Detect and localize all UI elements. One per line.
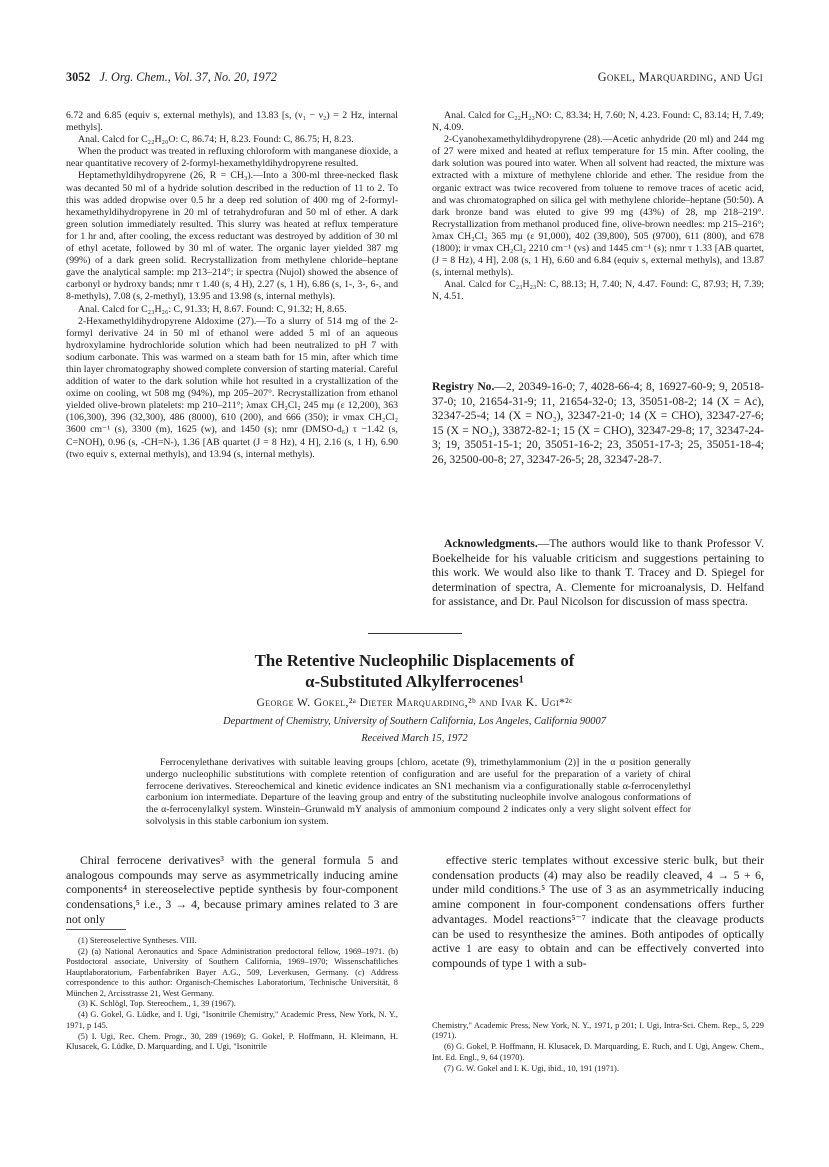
title-line-2: α-Substituted Alkylferrocenes¹	[305, 672, 524, 691]
paragraph: Anal. Calcd for C₂₃H₂₃N: C, 88.13; H, 7.40; N, 4.47. Found: C, 87.93; H, 7.39; N, 4.51.	[432, 279, 764, 303]
ack-text: —The authors would like to thank Professor V. Boekelheide for his valuable criticism and suggestions pertaining to this work. We would also like to thank T. Tracey and D. Spiegel for determination of spectra, A. Clemente for microanalysis, D. Helfand for assistance, and Dr. Paul Nicolson for discussion of mass spectra.	[432, 537, 764, 609]
article-authors: George W. Gokel,²ᵃ Dieter Marquarding,²ᵇ and Ivar K. Ugi*²ᶜ	[256, 696, 573, 709]
section-divider	[368, 633, 462, 634]
paragraph: 2-Cyanohexamethyldihydropyrene (28).—Acetic anhydride (20 ml) and 244 mg of 27 were mixed and heated at reflux temperature for 15 min. After cooling, the dark solution was poured into water. When all solvent had reacted, the mixture was extracted with a mixture of methylene chloride and ether. The residue from the organic extract was twice recovered from toluene to remove traces of acetic acid, and was chromatographed on silica gel with methylene chloride–heptane (50:50). A dark bronze band was eluted to give 99 mg (43%) of 28, mp 218–219°. Recrystallization from methanol produced fine, olive-brown needles: mp 215–216°; λmax CH₂Cl₂ 365 mμ (ε 91,000), 402 (39,800), 505 (9700), 611 (800), and 678 (1800); ir νmax CH₂Cl₂ 2210 cm⁻¹ (vs) and 1445 cm⁻¹ (s); nmr τ 1.33 [AB quartet, (J = 8 Hz), 4 H], 2.08 (s, 1 H), 6.60 and 6.84 (equiv s, external methyls), and 13.87 (s, internal methyls).	[432, 134, 764, 279]
footnote: (7) G. W. Gokel and I. K. Ugi, ibid., 10, 191 (1971).	[444, 1063, 619, 1073]
paragraph: When the product was treated in refluxing chloroform with manganese dioxide, a near quantitative recovery of 2-formyl-hexamethyldihydropyrene resulted.	[66, 146, 398, 170]
footnotes-right	[432, 1021, 764, 1075]
ack-label: Acknowledgments.	[444, 537, 538, 550]
paragraph: Heptamethyldihydropyrene (26, R = CH₃).—Into a 300-ml three-necked flask was decanted 50 ml of a hydride solution described in the reduction of 11 to 2. To this was added dropwise over 0.5 hr a deep red solution of 400 mg of 2-formyl-hexamethyldihydropyrene in 20 ml of tetrahydrofuran and 50 ml of ether. A dark green solution immediately resulted. This slurry was heated at reflux temperature for 1 hr and, after cooling, the excess reductant was destroyed by addition of 30 ml of ethyl acetate, followed by 30 ml of water. The organic layer yielded 387 mg (99%) of a dark green solid. Recrystallization from methylene chloride–heptane gave the analytical sample: mp 213–214°; ir spectra (Nujol) showed the absence of carbonyl or hydroxy bands; nmr τ 1.40 (s, 4 H), 2.27 (s, 1 H), 6.86 (s, 1-, 3-, 6-, and 8-methyls), 7.08 (s, 2-methyl), 13.95 and 13.98 (s, internal methyls).	[66, 170, 398, 303]
acknowledgments	[432, 537, 764, 610]
footnote-rule	[66, 929, 126, 930]
running-head-left	[66, 70, 277, 85]
abstract: Ferrocenylethane derivatives with suitable leaving groups [chloro, acetate (9), trimethylammonium (2)] in the α position generally undergo nucleophilic substitutions with complete retention of configuration and are useful for the preparation of a variety of chiral ferrocene derivatives. Stereochemical and kinetic evidence indicates an SN1 mechanism via a configurationally stable α-ferrocenylethyl carbonium ion intermediate. Departure of the leaving group and entry of the substituting nucleophile involve analogous conformations of the α-ferrocenylalkyl system. Winstein–Grunwald mY analysis of ammonium compound 2 indicates only a very slight solvent effect for solvolysis in this stable carbonium ion system.	[146, 757, 691, 827]
running-head-authors: Gokel, Marquarding, and Ugi	[597, 70, 763, 84]
registry-label: Registry No.	[432, 380, 495, 393]
footnote: (6) G. Gokel, P. Hoffmann, H. Klusacek, D. Marquarding, E. Ruch, and I. Ugi, Angew. Chem., Int. Ed. Engl., 9, 64 (1970).	[432, 1042, 764, 1062]
paragraph: Anal. Calcd for C₂₃H₂₆: C, 91.33; H, 8.67. Found: C, 91.32; H, 8.65.	[78, 303, 347, 315]
paragraph: 2-Hexamethyldihydropyrene Aldoxime (27).—To a slurry of 514 mg of the 2-formyl derivative 24 in 50 ml of ethanol were added 5 ml of an aqueous hydroxylamine hydrochloride solution which had been neutralized to pH 7 with sodium carbonate. This was warmed on a steam bath for 15 min, after which time thin layer chromatography showed complete conversion of starting material. Careful addition of water to the dark solution while hot resulted in a crystallization of the oxime on cooling, wt 508 mg (94%), mp 205–207°. Recrystallization from ethanol yielded olive-brown platelets: mp 210–211°; λmax CH₂Cl₂ 245 mμ (ε 12,200), 363 (106,300), 396 (32,300), 486 (8000), 610 (200), and 666 (350); ir νmax CH₂Cl₂ 3600 cm⁻¹ (s), 3300 (m), 1625 (w), and 1450 (s); nmr (DMSO-d₆) τ −1.42 (s, C=NOH), 0.96 (s, -CH=N-), 1.36 [AB quartet (J = 8 Hz), 4 H], 2.16 (s, 1 H), 6.90 (two equiv s, external methyls), and 13.94 (s, internal methyls).	[66, 315, 398, 460]
body-text-right: effective steric templates without excessive steric bulk, but their condensation products (4) may also be readily cleaved, 4 → 5 + 6, under mild conditions.⁵ The use of 3 as an asymmetrically inducing amine component in four-component condensations offers further advantages. Model reactions⁵⁻⁷ indicate that the cleavage products can be used to resynthesize the amines. Both antipodes of optically active 1 are easy to obtain and can be effectively converted into compounds of type 1 with a sub-	[432, 853, 764, 970]
registry-text: —2, 20349-16-0; 7, 4028-66-4; 8, 16927-60-9; 9, 20518-37-0; 10, 21654-31-9; 11, 21654-32-0; 13, 35051-08-2; 14 (X = Ac), 32347-25-4; 14 (X = NO₂), 32347-21-0; 14 (X = CHO), 32347-27-6; 15 (X = NO₂), 33872-82-1; 15 (X = CHO), 32347-29-8; 17, 32347-24-3; 19, 35051-15-1; 20, 35051-16-2; 23, 35051-17-3; 25, 35051-18-4; 26, 32500-00-8; 27, 32347-26-5; 28, 32347-28-7.	[432, 380, 764, 466]
footnote: (4) G. Gokel, G. Lüdke, and I. Ugi, "Isonitrile Chemistry," Academic Press, New York, N. Y., 1971, p 145.	[66, 1010, 398, 1030]
article-title	[60, 650, 769, 692]
body-text-left: Chiral ferrocene derivatives³ with the general formula 5 and analogous compounds may serve as asymmetrically inducing amine components⁴ in stereoselective peptide synthesis by four-component condensations,⁵ i.e., 3 → 4, because primary amines related to 3 are not only	[66, 853, 398, 926]
footnote: (3) K. Schlögl, Top. Stereochem., 1, 39 (1967).	[78, 999, 236, 1009]
running-head	[66, 70, 763, 86]
experimental-right-column	[432, 110, 764, 304]
experimental-left-column	[66, 110, 398, 461]
title-line-1: The Retentive Nucleophilic Displacements of	[254, 651, 575, 670]
journal-citation: J. Org. Chem., Vol. 37, No. 20, 1972	[99, 70, 277, 84]
footnote: (5) I. Ugi, Rec. Chem. Progr., 30, 289 (1969); G. Gokel, P. Hoffmann, H. Kleimann, H. Klusacek, G. Lüdke, D. Marquarding, and I. Ugi, "Isonitrile	[66, 1031, 398, 1052]
paragraph: Anal. Calcd for C₂₂H₂₃NO: C, 83.34; H, 7.60; N, 4.23. Found: C, 83.14; H, 7.49; N, 4.09.	[432, 110, 764, 134]
footnote: (2) (a) National Aeronautics and Space Administration predoctoral fellow, 1969–1971. (b) Postdoctoral associate, University of Southern California, 1969–1970; Wissenschaftliches Hauptlaboratorium, Farbenfabriken Bayer A.G., 509, Leverkusen, Germany. (c) Address correspondence to this author: Organisch-Chemisches Laboratorium, Technische Universität, 8 München 2, Arcisstrasse 21, West Germany.	[66, 946, 398, 998]
article-affiliation: Department of Chemistry, University of Southern California, Los Angeles, California 90007	[223, 716, 606, 727]
footnote: Chemistry," Academic Press, New York, N. Y., 1971, p 201; I. Ugi, Intra-Sci. Chem. Rep., 5, 229 (1971).	[432, 1021, 764, 1041]
paragraph: Anal. Calcd for C₂₂H₂₀O: C, 86.74; H, 8.23. Found: C, 86.75; H, 8.23.	[78, 134, 354, 146]
registry-numbers	[432, 380, 764, 468]
footnote: (1) Stereoselective Syntheses. VIII.	[78, 936, 197, 945]
footnotes-left	[66, 936, 398, 1053]
page-number: 3052	[66, 70, 91, 84]
received-date: Received March 15, 1972	[361, 733, 468, 744]
paragraph: 6.72 and 6.85 (equiv s, external methyls), and 13.83 [s, (ν₁ − ν₂) = 2 Hz, internal methyls].	[66, 110, 398, 134]
